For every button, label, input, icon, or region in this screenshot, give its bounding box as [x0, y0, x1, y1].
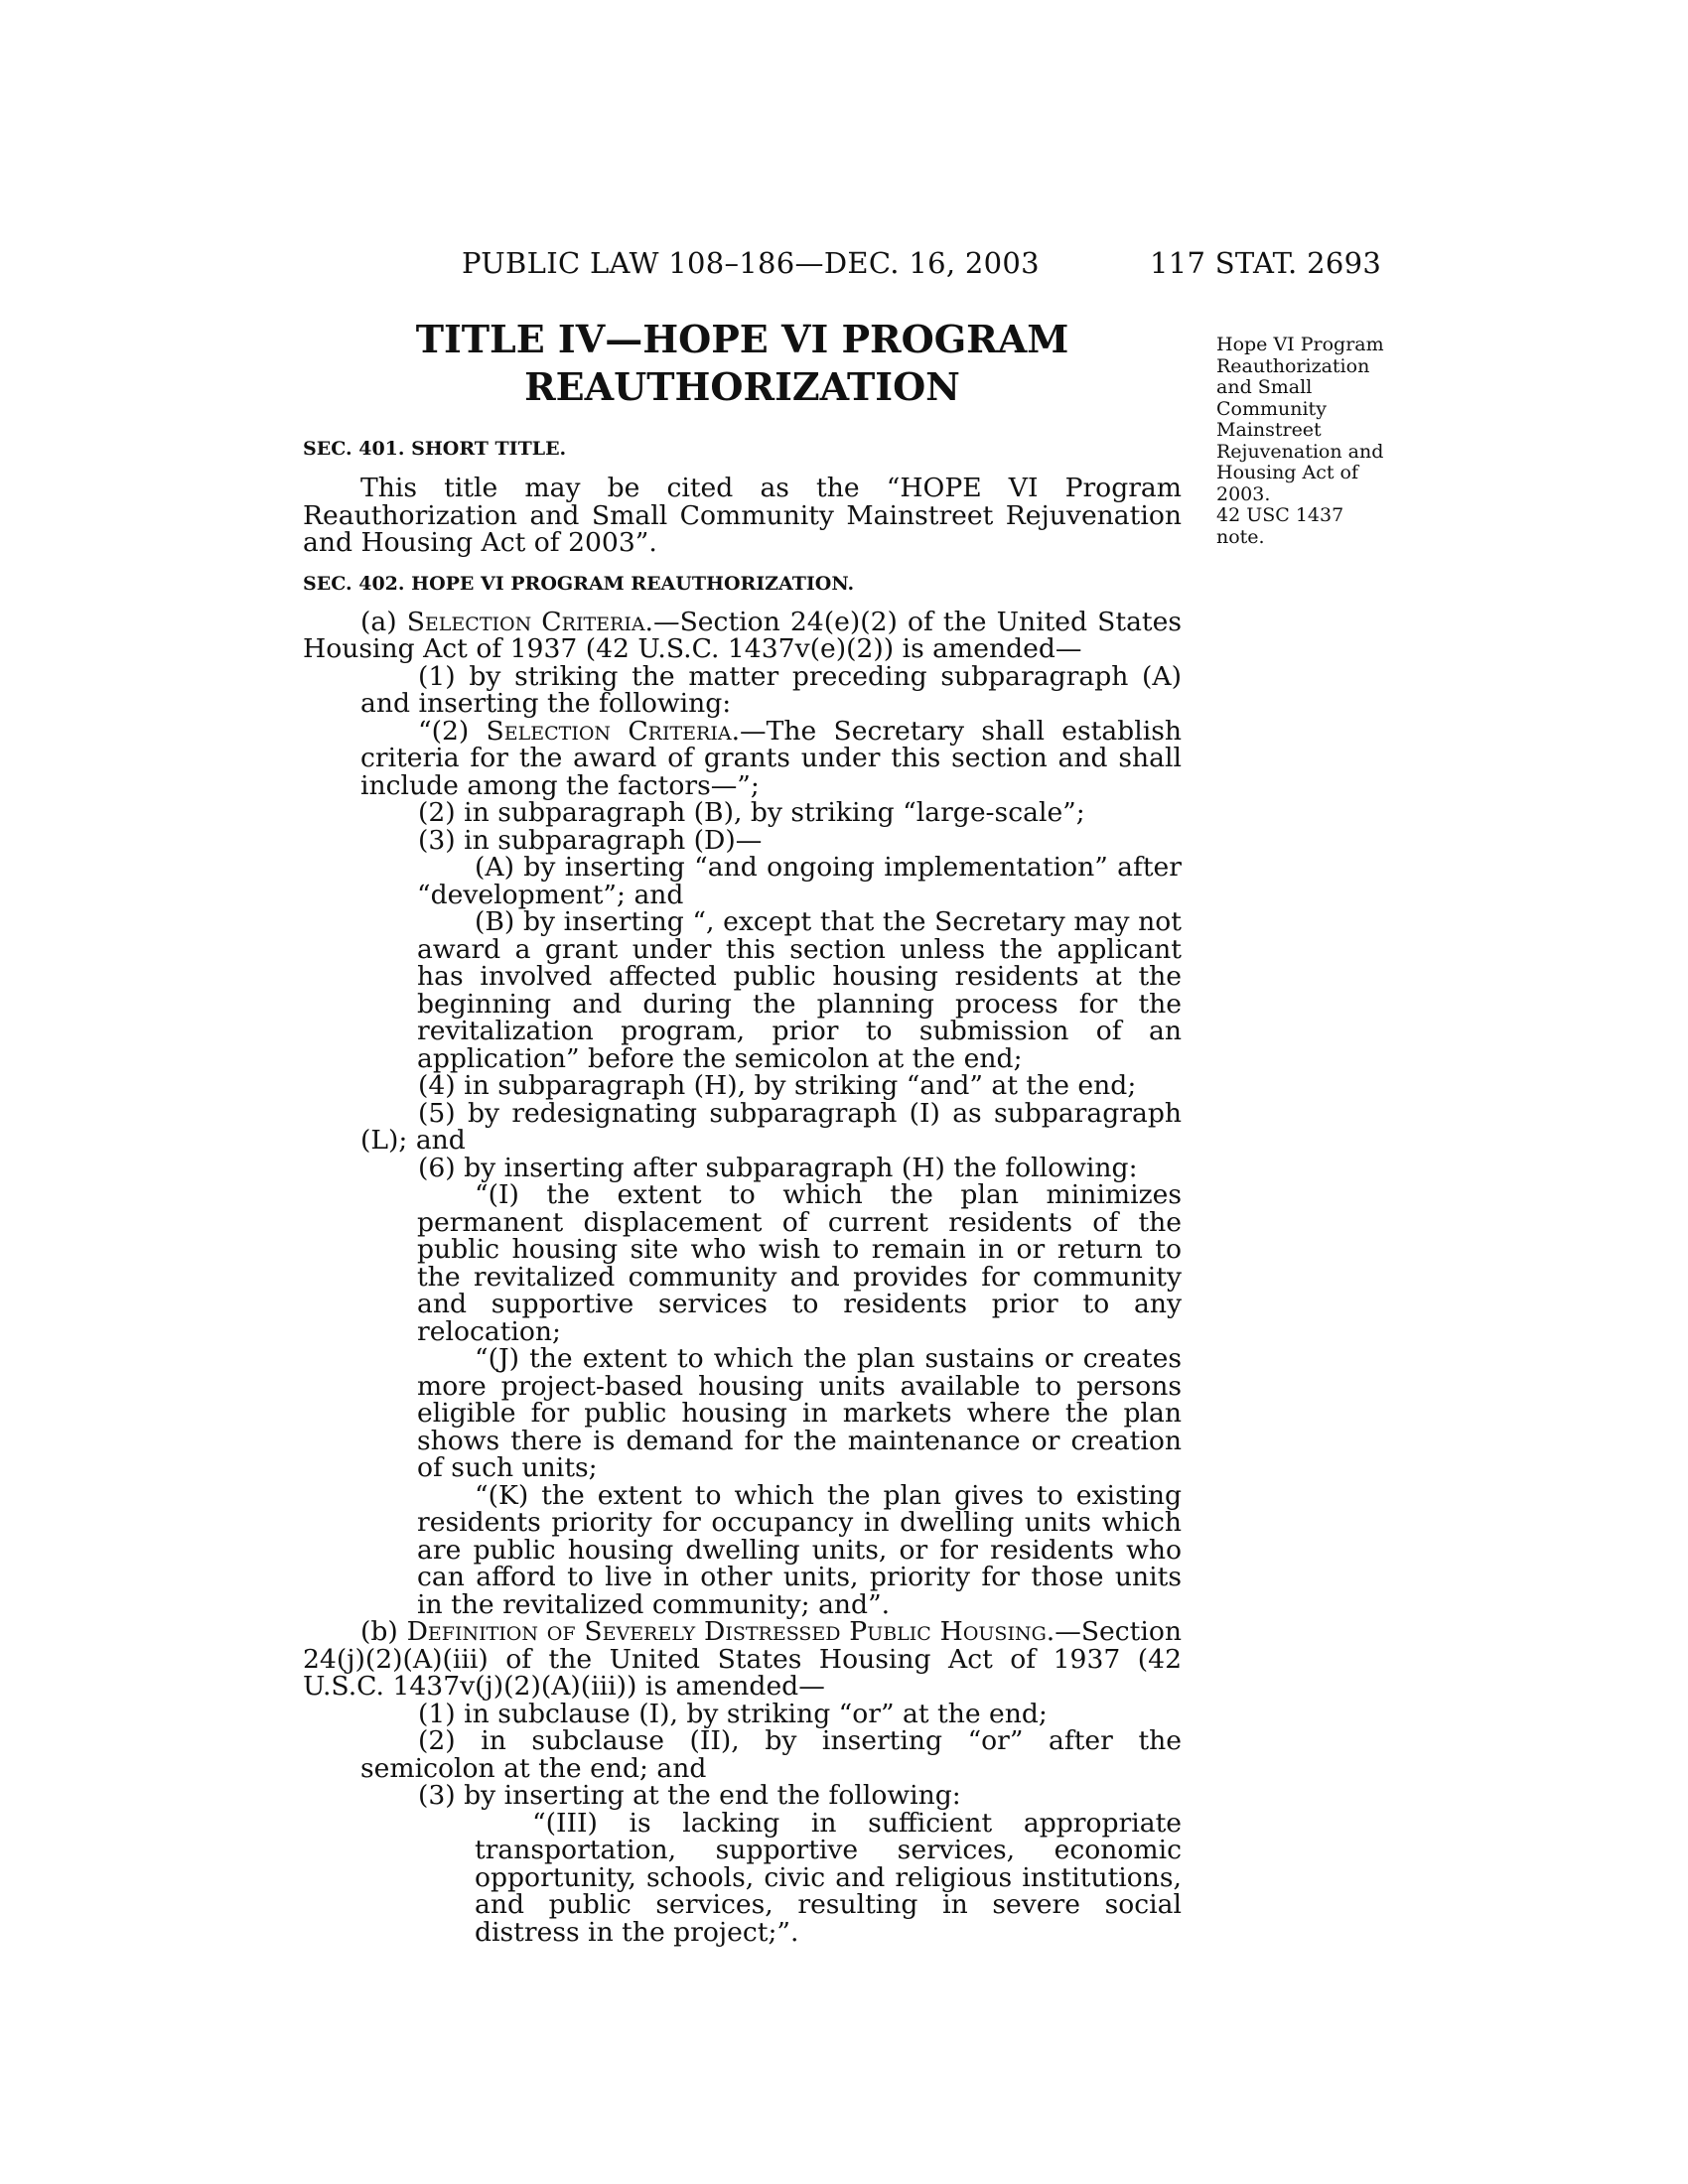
- paragraph-a6: (6) by inserting after subparagraph (H) the following:: [418, 1152, 1138, 1183]
- subsection-b-caption: Definition of Severely Distressed Public Housing: [406, 1616, 1047, 1647]
- section-401-heading: SEC. 401. SHORT TITLE.: [303, 438, 567, 460]
- margin-note-line: Mainstreet: [1216, 419, 1322, 441]
- subparagraph-a3-A: (A) by inserting “and ongoing implementation” after “development”; and: [417, 852, 1182, 910]
- quoted-subclause-III: “(III) is lacking in sufficient appropriate transportation, supportive services, economic opportunity, schools, civic and religious institutions, and public services, resulting in severe social distress in the project;”.: [475, 1807, 1182, 1948]
- paragraph-b2: (2) in subclause (II), by inserting “or” after the semicolon at the end; and: [360, 1725, 1182, 1784]
- quoted-paragraph-2: [303, 715, 1182, 801]
- margin-note-line: Reauthorization: [1216, 354, 1370, 377]
- margin-note-line: note.: [1216, 525, 1265, 548]
- title-heading: [303, 316, 1182, 411]
- quoted-subparagraph-K: “(K) the extent to which the plan gives to existing residents priority for occupancy in dwelling units which are public housing dwelling units, or for residents who can afford to live in other units, priority for those units in the revitalized community; and”.: [417, 1479, 1182, 1620]
- subsection-a-label: (a): [360, 606, 407, 637]
- paragraph-b3: (3) by inserting at the end the following:: [418, 1780, 961, 1811]
- quoted-subparagraph-J: “(J) the extent to which the plan sustains or creates more project-based housing units available to persons eligible for public housing in markets where the plan shows there is demand for the maintenance or creation of such units;: [417, 1343, 1182, 1483]
- running-header-right: 117 STAT. 2693: [1150, 246, 1382, 280]
- margin-note-line: 42 USC 1437: [1216, 504, 1344, 526]
- subsection-a: [303, 606, 1182, 664]
- law-body: [303, 437, 1182, 1946]
- paragraph-a2: (2) in subparagraph (B), by striking “large-scale”;: [418, 797, 1085, 828]
- quoted-paragraph-2-caption: Selection Criteria: [486, 715, 732, 747]
- running-header-left: PUBLIC LAW 108–186—DEC. 16, 2003: [462, 246, 1040, 280]
- margin-note-line: Hope VI Program: [1216, 334, 1384, 355]
- section-401-text: This title may be cited as the “HOPE VI Program Reauthorization and Small Community Mainstreet Rejuvenation and Housing Act of 2003”.: [303, 473, 1182, 558]
- subsection-b-text: .—Section 24(j)(2)(A)(iii) of the United States Housing Act of 1937 (42 U.S.C. 1437v(j)(2)(A)(iii)) is amended—: [303, 1616, 1182, 1702]
- subparagraph-a3-B: (B) by inserting “, except that the Secretary may not award a grant under this section unless the applicant has involved affected public housing residents at the beginning and during the planning process for the revitalization program, prior to submission of an application” before the semicolon at the end;: [417, 906, 1182, 1074]
- paragraph-a1: (1) by striking the matter preceding subparagraph (A) and inserting the following:: [360, 660, 1182, 719]
- margin-note-line: Rejuvenation and: [1216, 440, 1384, 463]
- subsection-a-caption: Selection Criteria: [406, 606, 645, 637]
- quoted-paragraph-2-text: .—The Secretary shall establish criteria for the award of grants under this section and shall include among the factors—”;: [360, 715, 1182, 801]
- paragraph-b1: (1) in subclause (I), by striking “or” at the end;: [418, 1698, 1048, 1729]
- paragraph-a4: (4) in subparagraph (H), by striking “and” at the end;: [418, 1070, 1137, 1101]
- subsection-b: [303, 1618, 1182, 1701]
- title-line-2: REAUTHORIZATION: [524, 364, 960, 409]
- margin-note-line: Community: [1216, 397, 1327, 420]
- margin-note-line: and Small: [1216, 376, 1313, 398]
- margin-note-line: Housing Act of: [1216, 462, 1359, 483]
- title-line-1: TITLE IV—HOPE VI PROGRAM: [415, 317, 1069, 361]
- section-402-heading: SEC. 402. HOPE VI PROGRAM REAUTHORIZATION.: [303, 572, 855, 595]
- paragraph-a5: (5) by redesignating subparagraph (I) as subparagraph (L); and: [360, 1097, 1182, 1156]
- paragraph-a3: (3) in subparagraph (D)—: [418, 824, 763, 856]
- subsection-a-text: .—Section 24(e)(2) of the United States Housing Act of 1937 (42 U.S.C. 1437v(e)(2)) is amended—: [303, 606, 1182, 664]
- subsection-b-label: (b): [360, 1616, 407, 1647]
- quoted-paragraph-2-label: “(2): [418, 715, 487, 747]
- margin-note: [1216, 335, 1385, 548]
- quoted-subparagraph-I: “(I) the extent to which the plan minimizes permanent displacement of current residents of the public housing site who wish to remain in or return to the revitalized community and provides for community and supportive services to residents prior to any relocation;: [417, 1179, 1182, 1347]
- margin-note-line: 2003.: [1216, 482, 1271, 505]
